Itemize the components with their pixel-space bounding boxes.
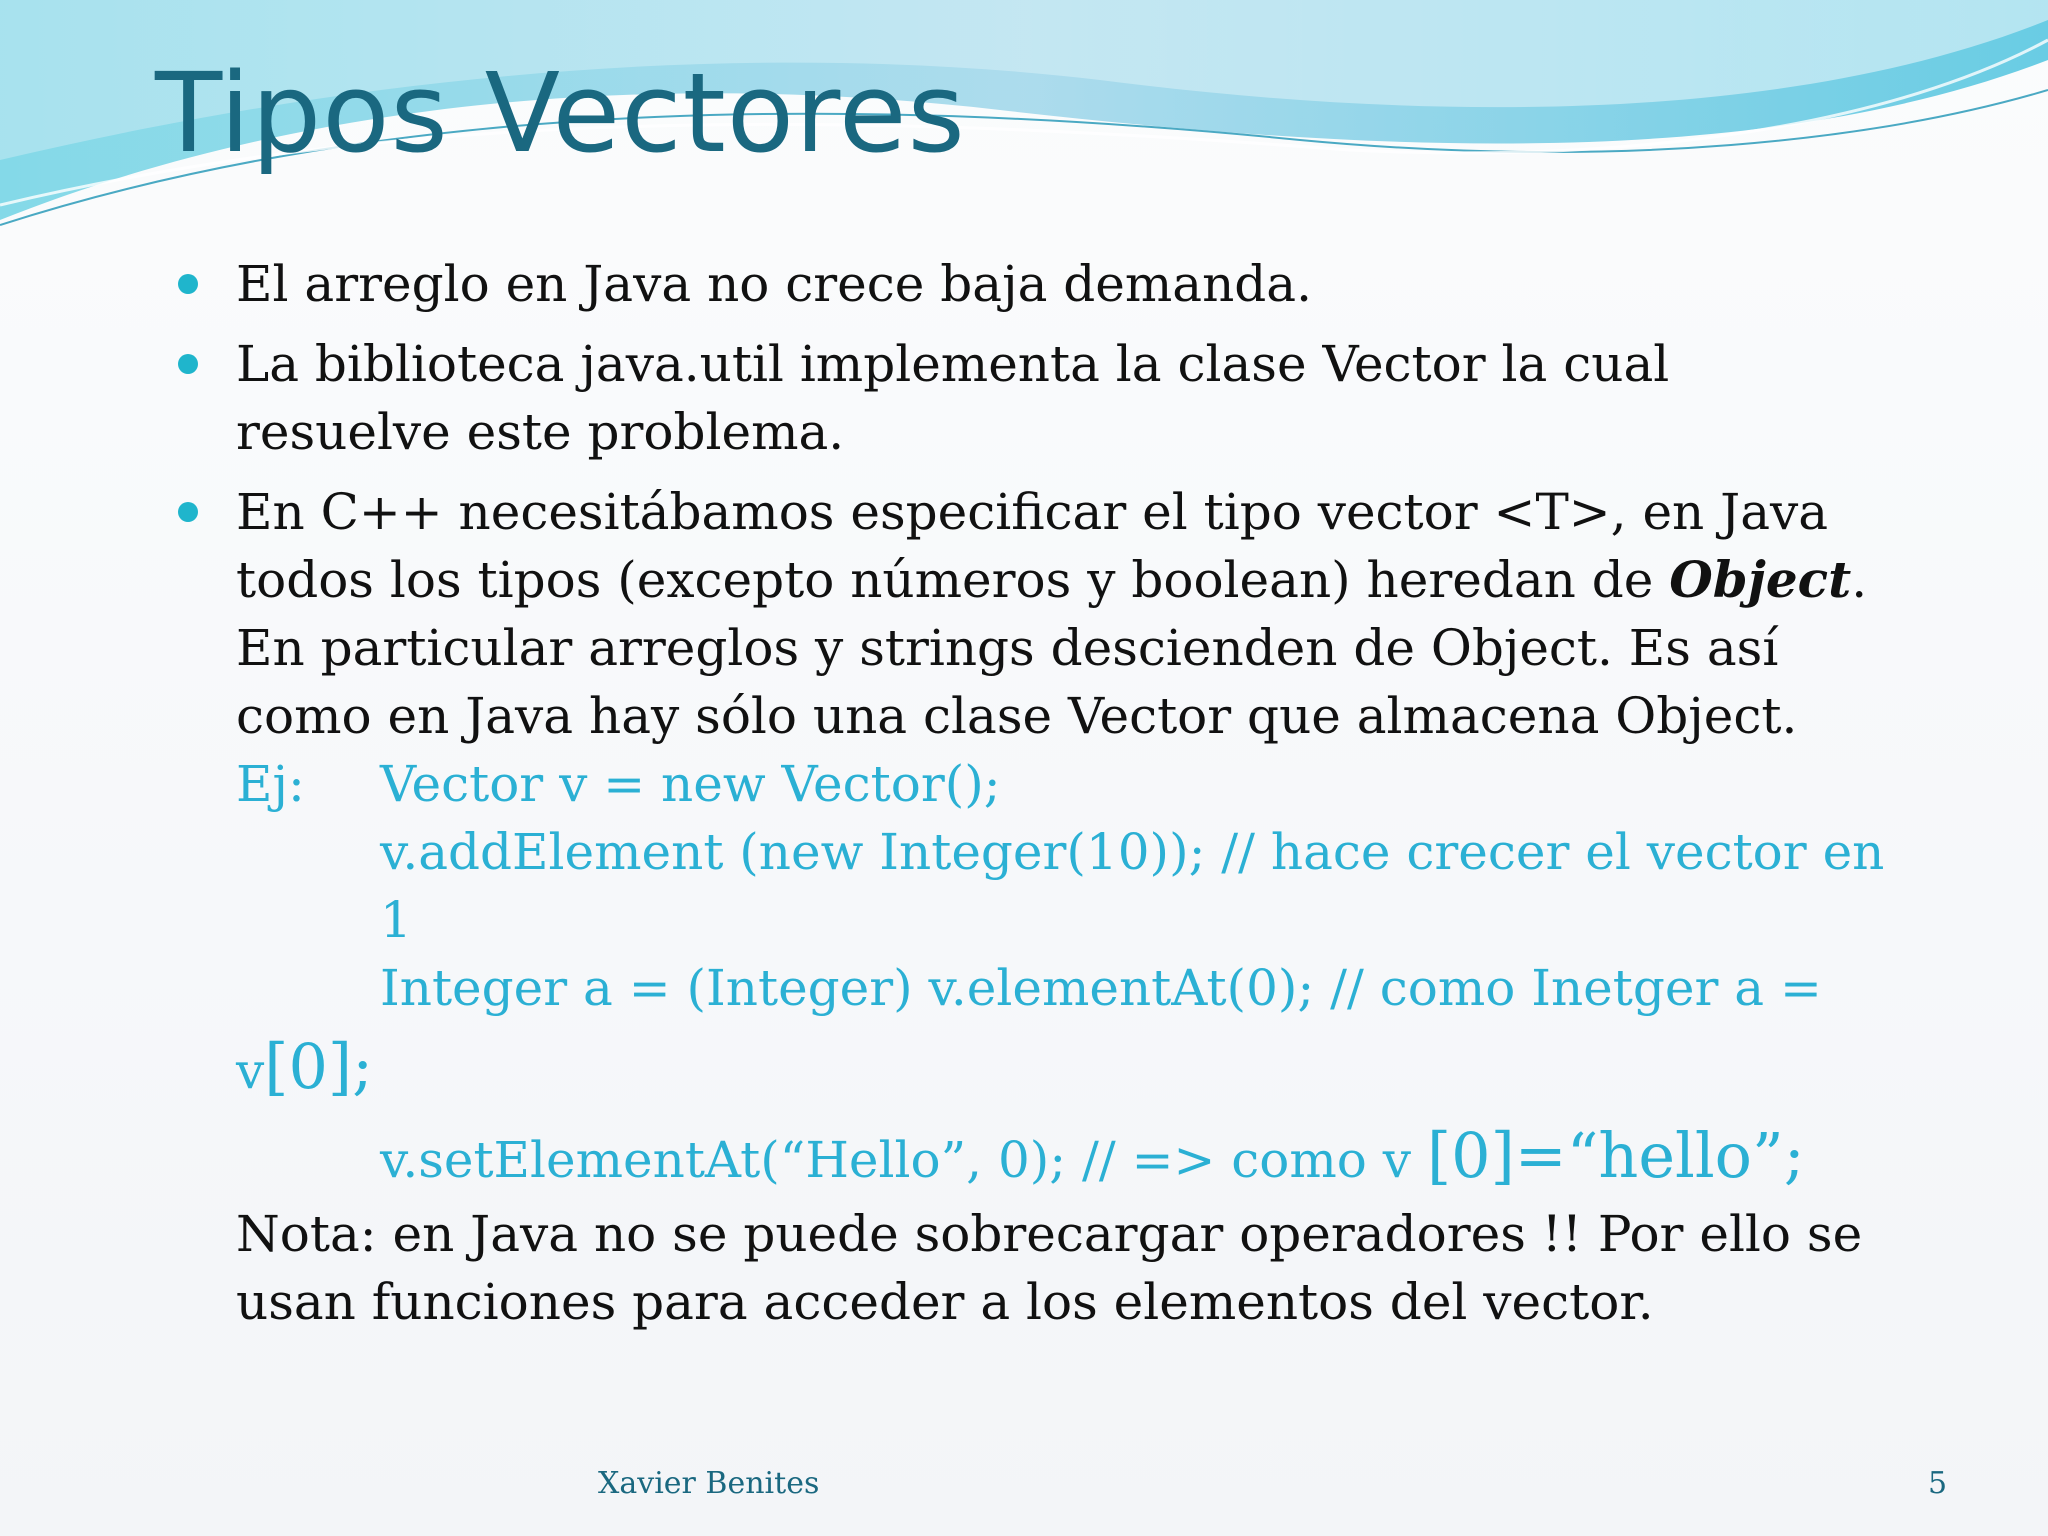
slide-body xyxy=(170,250,1890,1336)
code-example xyxy=(170,750,1890,1200)
code-line xyxy=(236,1022,1890,1116)
code-text: v xyxy=(236,1042,265,1100)
bullet-text: . En particular arreglos y strings descienden de Object. Es así como en Java hay sólo una clase Vector que almacena Object. xyxy=(236,551,1868,745)
code-text: Vector v = new Vector(); xyxy=(380,755,1001,813)
bullet-item xyxy=(170,478,1890,750)
code-line: v.addElement (new Integer(10)); // hace crecer el vector en 1 xyxy=(380,823,1885,949)
code-line xyxy=(236,750,1890,818)
bullet-text: La biblioteca java.util implementa la clase Vector la cual resuelve este problema. xyxy=(236,335,1670,461)
footer-author: Xavier Benites xyxy=(598,1466,820,1501)
bullet-dot-icon xyxy=(178,354,198,374)
slide-title: Tipos Vectores xyxy=(155,49,966,177)
code-text-large: [0]; xyxy=(264,1030,373,1103)
bullet-item xyxy=(170,250,1890,318)
bullet-text: El arreglo en Java no crece baja demanda. xyxy=(236,255,1313,313)
code-line xyxy=(236,1116,1890,1200)
bullet-dot-icon xyxy=(178,502,198,522)
bullet-text: En C++ necesitábamos especificar el tipo vector <T>, en Java todos los tipos (excepto números y boolean) heredan de xyxy=(236,483,1829,609)
bullet-dot-icon xyxy=(178,274,198,294)
code-text: v.setElementAt(“Hello”, 0); // => como v xyxy=(380,1131,1427,1189)
page-number: 5 xyxy=(1928,1466,1948,1501)
bullet-item xyxy=(170,330,1890,466)
example-label: Ej: xyxy=(236,755,305,813)
note-text: Nota: en Java no se puede sobrecargar operadores !! Por ello se usan funciones para acceder a los elementos del vector. xyxy=(236,1205,1863,1331)
code-text-large: [0]=“hello”; xyxy=(1426,1119,1805,1192)
code-line: Integer a = (Integer) v.elementAt(0); // como Inetger a = xyxy=(380,959,1822,1017)
object-emphasis: Object xyxy=(1669,550,1852,609)
